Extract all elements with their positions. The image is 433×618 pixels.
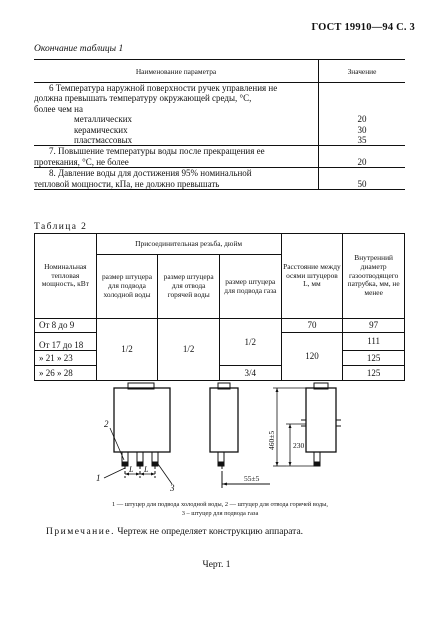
table1-param-line: 6 Температура наружной поверхности ручек управления не [49, 83, 278, 93]
table1-value-line: 20 [357, 156, 367, 167]
dimension-230: 230 [293, 441, 305, 450]
legend-line-1: 1 — штуцер для подвода холодной воды, 2 — штуцер для отвода горячей воды, [111, 501, 329, 508]
table2-power-1: От 8 до 9 [35, 319, 97, 333]
figure-caption: Черт. 1 [202, 560, 231, 570]
table1-param-line: более чем на [34, 103, 83, 114]
dimension-460: 460±5 [267, 430, 276, 450]
front-view [104, 383, 172, 484]
legend-line-2: 3 – штуцер для подвода газа [181, 510, 259, 517]
rear-view [273, 383, 341, 466]
table1-value-line [319, 146, 405, 156]
table2-col-distance: Расстояние между осями штуцеров L, мм [281, 234, 343, 319]
table2-col-hot: размер штуцера для отвода горячей воды [158, 255, 220, 319]
table2-gas-value-1: 1/2 [219, 319, 281, 366]
figure-legend [70, 500, 370, 518]
appliance-drawing [92, 380, 362, 502]
table2-dist-2: 120 [281, 333, 343, 381]
table2-hot-value: 1/2 [158, 319, 220, 381]
table2-diam-1: 97 [343, 319, 405, 333]
table1-param-line: должна превышать температуру окружающей среды, °С, [34, 93, 252, 104]
table2-diam-2: 111 [343, 333, 405, 351]
table1-value-cell [319, 146, 406, 168]
dimension-55: 55±5 [244, 474, 260, 483]
table1-caption: Окончание таблицы 1 [34, 44, 124, 54]
table1-param-cell [34, 168, 319, 190]
table2-diam-4: 125 [343, 366, 405, 381]
table1-value-line [319, 104, 405, 114]
table1-value-line: 35 [357, 134, 367, 145]
table1-value-cell [319, 83, 406, 146]
note-text: Чертеж не определяет конструкцию аппарата. [117, 527, 304, 537]
table1-param-cell [34, 146, 319, 168]
table2-caption: Таблица 2 [34, 222, 88, 232]
note [46, 527, 303, 537]
table1-param-cell [34, 83, 319, 146]
table1-value-line [319, 83, 405, 93]
callout-3: 3 [170, 483, 175, 493]
table2 [34, 233, 405, 381]
table1-row [34, 83, 405, 146]
table1-col-param: Наименование параметра [34, 60, 319, 83]
table1-value-line: 50 [357, 178, 367, 189]
table1-row [34, 168, 405, 190]
table1-col-value: Значение [319, 60, 406, 83]
table2-power-2: От 17 до 18 [35, 333, 97, 351]
table1-value-line: 30 [357, 124, 367, 135]
table1-param-line: 8. Давление воды для достижения 95% номинальной [49, 168, 252, 179]
table1-row [34, 146, 405, 168]
dimension-l-left: L [129, 465, 134, 474]
callout-1: 1 [96, 473, 101, 483]
table1-param-line: 7. Повышение температуры воды после прекращения ее [49, 146, 265, 157]
callout-2: 2 [104, 419, 109, 429]
table1-value-cell [319, 168, 406, 190]
table1-value-line: 20 [357, 114, 367, 125]
table1-value-line [319, 93, 405, 103]
table2-col-diameter: Внутренний диаметр газоотводящего патрубка, мм, не менее [343, 234, 405, 319]
side-view [210, 383, 270, 488]
table1-param-line: металлических [74, 114, 133, 125]
table2-power-4: » 26 » 28 [35, 366, 97, 381]
table2-power-3: » 21 » 23 [35, 351, 97, 366]
table1-param-line: тепловой мощности, кПа, не должно превышать [34, 178, 220, 189]
table2-cold-value: 1/2 [96, 319, 158, 381]
table2-col-thread: Присоединительная резьба, дюйм [96, 234, 281, 255]
table1-param-line: протекания, °С, не более [34, 156, 129, 167]
table1 [34, 59, 405, 190]
note-label: Примечание. [46, 527, 115, 537]
table1-param-line: керамических [74, 124, 128, 135]
dimension-l-right: L [144, 465, 149, 474]
table2-col-cold: размер штуцера для подвода холодной воды [96, 255, 158, 319]
table2-dist-1: 70 [281, 319, 343, 333]
table2-col-power: Номинальная тепловая мощность, кВт [35, 234, 97, 319]
table2-col-gas: размер штуцера для подвода газа [219, 255, 281, 319]
table2-gas-value-2: 3/4 [219, 366, 281, 381]
page-header: ГОСТ 19910—94 С. 3 [311, 22, 415, 33]
table1-param-line: пластмассовых [74, 134, 133, 145]
table2-diam-3: 125 [343, 351, 405, 366]
table1-value-line [319, 168, 405, 178]
